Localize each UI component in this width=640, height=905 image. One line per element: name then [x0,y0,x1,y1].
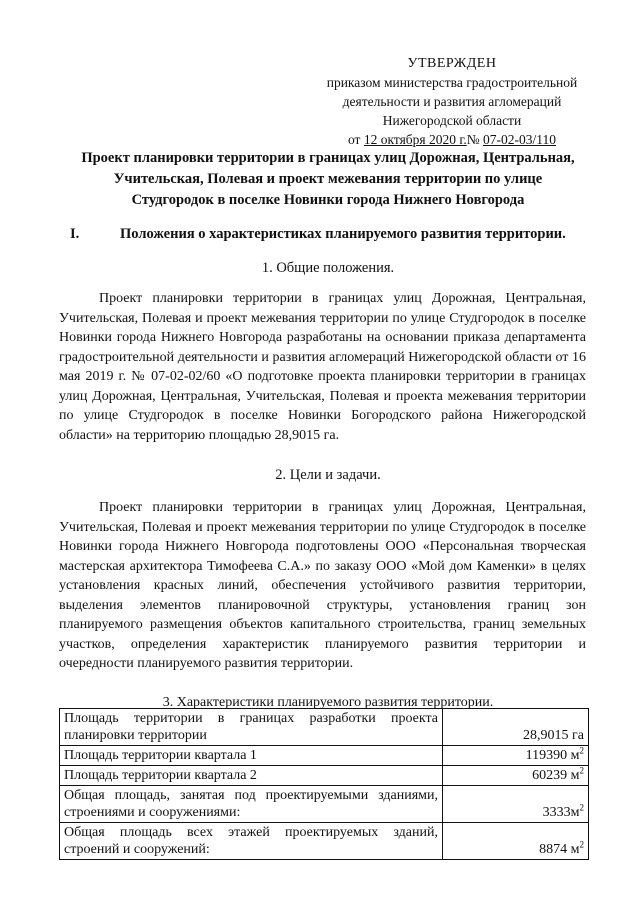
section-number: I. [70,226,80,242]
table-caption: 3. Характеристики планируемого развития территории. [162,695,494,710]
approval-date-line [322,130,582,149]
section-text: Положения о характеристиках планируемого развития территории. [120,226,566,242]
table-cell-value: 119390 $м^2$ [443,746,589,766]
table-row [60,709,589,746]
table-cell-value: 60239 $м^2$ [443,766,589,786]
approval-number: 07-02-03/110 [483,132,557,147]
table-cell-label: Площадь территории квартала 2 [60,766,443,786]
table-cell-label: Общая площадь всех этажей проектируемых зданий, строений и сооружений: [60,823,443,860]
table-cell-value: 8874 $м^2$ [443,823,589,860]
title-line-2: Учительская, Полевая и проект межевания территории по улице [113,171,543,187]
table-row [60,786,589,823]
section-heading [70,224,590,245]
subsection-heading-2: 2. Цели и задачи. [275,467,381,483]
approval-line-1: приказом министерства градостроительной [326,75,578,90]
approval-date-prefix: от [347,132,361,147]
approval-line-2: деятельности и развития агломераций [342,94,562,109]
table-cell-value: 28,9015 га [443,709,589,746]
title-line-3: Студгородок в поселке Новинки города Нижнего Новгорода [131,192,525,208]
paragraph-general: Проект планировки территории в границах улиц Дорожная, Центральная, Учительская, Полевая и проект межевания территории по улице Студгородок в поселке Новинки города Нижнего Новгорода разработаны на основании приказа департамента градостроительной деятельности и развития агломераций Нижегородской области от 16 мая 2019 г. № 07-02-02/60 «О подготовке проекта планировки территории в границах улиц Дорожная, Центральная, Учительская, Полевая и проекта межевания территории по улице Студгородок в поселке Новинки Богородского района Нижегородской области» на территорию площадью 28,9015 га. [59,291,586,443]
table-cell-value: $3333м^2$ [443,786,589,823]
document-title [58,148,598,211]
characteristics-table [59,708,589,860]
table-body [60,709,589,860]
table-row [60,823,589,860]
table-cell-label: Площадь территории в границах разработки проекта планировки территории [60,709,443,746]
approval-heading: УТВЕРЖДЕН [407,56,497,71]
approval-line-3: Нижегородской области [382,113,522,128]
table-row [60,766,589,786]
subsection-heading-1: 1. Общие положения. [261,260,395,276]
approval-date: 12 октября 2020 г. [363,132,467,147]
table-cell-label: Общая площадь, занятая под проектируемыми зданиями, строениями и сооружениями: [60,786,443,823]
title-line-1: Проект планировки территории в границах улиц Дорожная, Центральная, [81,150,575,166]
paragraph-goals: Проект планировки территории в границах улиц Дорожная, Центральная, Учительская, Полевая и проект межевания территории по улице Студгородок в поселке Новинки города Нижнего Новгорода подготовлены ООО «Персональная творческая мастерская архитектора Тимофеева С.А.» по заказу ООО «Мой дом Каменки» в целях установления красных линий, обеспечения устойчивого развития территории, выделения элементов планировочной структуры, установления границ зон планируемого размещения объектов капитального строительства, границ земельных участков, определения характеристик планируемого развития территории и очередности планируемого развития территории. [59,500,586,671]
approval-number-prefix: № [466,132,480,147]
table-row [60,746,589,766]
approval-stamp [322,54,582,149]
table-cell-label: Площадь территории квартала 1 [60,746,443,766]
